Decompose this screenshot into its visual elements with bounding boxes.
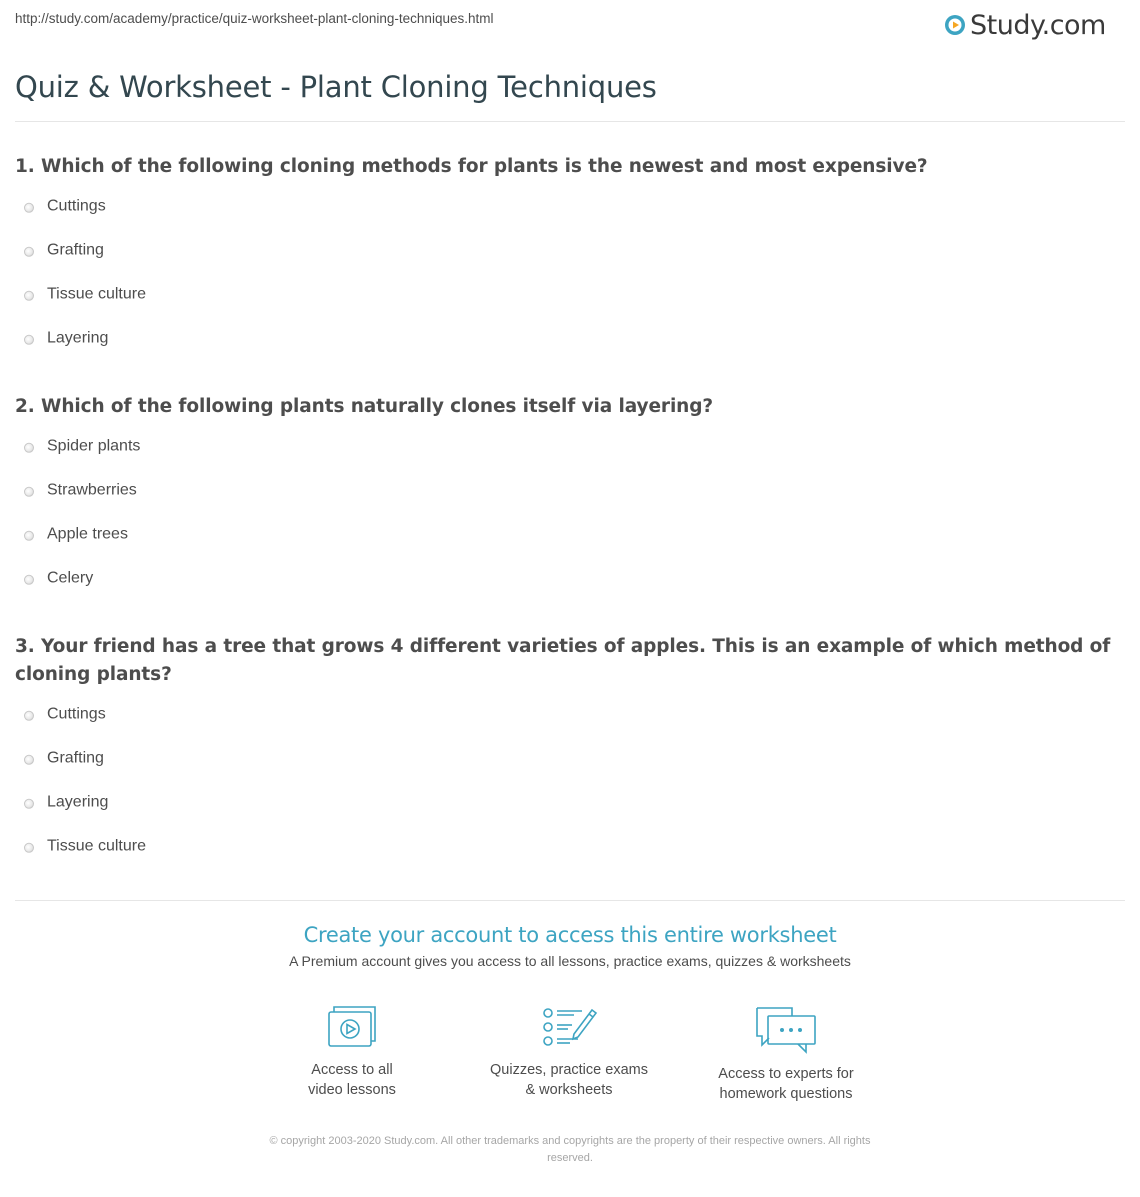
radio-button[interactable]: [24, 203, 34, 213]
option-label: Layering: [47, 329, 109, 347]
feature-label-line2: & worksheets: [525, 1082, 613, 1098]
option-label: Celery: [47, 569, 94, 587]
feature-label-line2: video lessons: [308, 1082, 396, 1098]
answer-option[interactable]: [15, 516, 1127, 560]
option-label: Cuttings: [47, 705, 106, 723]
answer-option[interactable]: [15, 472, 1127, 516]
answer-option[interactable]: [15, 276, 1127, 320]
question-text: 3. Your friend has a tree that grows 4 different varieties of apples. This is an example of which method of cloning plants?: [15, 636, 1111, 685]
option-label: Cuttings: [47, 197, 106, 215]
cta-divider: [15, 900, 1125, 901]
feature-video-lessons: [252, 1004, 452, 1100]
logo-text: Study.com: [970, 9, 1106, 41]
question-3: [15, 633, 1127, 872]
answer-option[interactable]: [15, 740, 1127, 784]
question-text: 2. Which of the following plants naturally clones itself via layering?: [15, 396, 714, 417]
feature-quizzes: [469, 1004, 669, 1100]
question-2: [15, 393, 1127, 604]
study-logo[interactable]: [944, 8, 1106, 42]
radio-button[interactable]: [24, 291, 34, 301]
quiz-checklist-icon: [540, 1004, 598, 1050]
chat-bubbles-icon: [754, 1004, 818, 1054]
radio-button[interactable]: [24, 247, 34, 257]
radio-button[interactable]: [24, 443, 34, 453]
option-label: Tissue culture: [47, 285, 146, 303]
answer-option[interactable]: [15, 428, 1127, 472]
answer-option[interactable]: [15, 188, 1127, 232]
feature-label-line1: Access to experts for: [718, 1066, 854, 1082]
feature-label-line1: Quizzes, practice exams: [490, 1062, 648, 1078]
radio-button[interactable]: [24, 711, 34, 721]
answer-option[interactable]: [15, 784, 1127, 828]
answer-option[interactable]: [15, 560, 1127, 604]
option-label: Grafting: [47, 749, 104, 767]
option-label: Layering: [47, 793, 109, 811]
radio-button[interactable]: [24, 575, 34, 585]
cta-subtitle: A Premium account gives you access to all lessons, practice exams, quizzes & worksheets: [289, 953, 851, 969]
radio-button[interactable]: [24, 799, 34, 809]
radio-button[interactable]: [24, 531, 34, 541]
page-url[interactable]: http://study.com/academy/practice/quiz-worksheet-plant-cloning-techniques.html: [15, 11, 494, 26]
answer-option[interactable]: [15, 232, 1127, 276]
option-label: Strawberries: [47, 481, 137, 499]
title-divider: [15, 121, 1125, 122]
cta-title[interactable]: Create your account to access this entire worksheet: [303, 923, 837, 947]
top-bar: [0, 0, 1140, 50]
copyright-notice: [210, 1133, 930, 1167]
answer-option[interactable]: [15, 696, 1127, 740]
answer-options: [15, 188, 1127, 364]
answer-option[interactable]: [15, 828, 1127, 872]
feature-label-line1: Access to all: [311, 1062, 393, 1078]
answer-option[interactable]: [15, 320, 1127, 364]
play-logo-icon: [944, 14, 966, 36]
page-title: Quiz & Worksheet - Plant Cloning Techniques: [15, 70, 657, 104]
feature-label-line2: homework questions: [719, 1086, 853, 1102]
option-label: Tissue culture: [47, 837, 146, 855]
option-label: Grafting: [47, 241, 104, 259]
video-lessons-icon: [325, 1004, 379, 1050]
question-text: 1. Which of the following cloning methods for plants is the newest and most expensive?: [15, 156, 928, 177]
option-label: Apple trees: [47, 525, 128, 543]
copyright-line2: reserved.: [547, 1152, 593, 1164]
feature-experts: [686, 1004, 886, 1104]
radio-button[interactable]: [24, 487, 34, 497]
radio-button[interactable]: [24, 335, 34, 345]
radio-button[interactable]: [24, 755, 34, 765]
option-label: Spider plants: [47, 437, 141, 455]
question-1: [15, 153, 1127, 364]
answer-options: [15, 428, 1127, 604]
radio-button[interactable]: [24, 843, 34, 853]
copyright-line1: © copyright 2003-2020 Study.com. All other trademarks and copyrights are the property of their respective owners. All rights: [269, 1135, 871, 1147]
answer-options: [15, 696, 1127, 872]
